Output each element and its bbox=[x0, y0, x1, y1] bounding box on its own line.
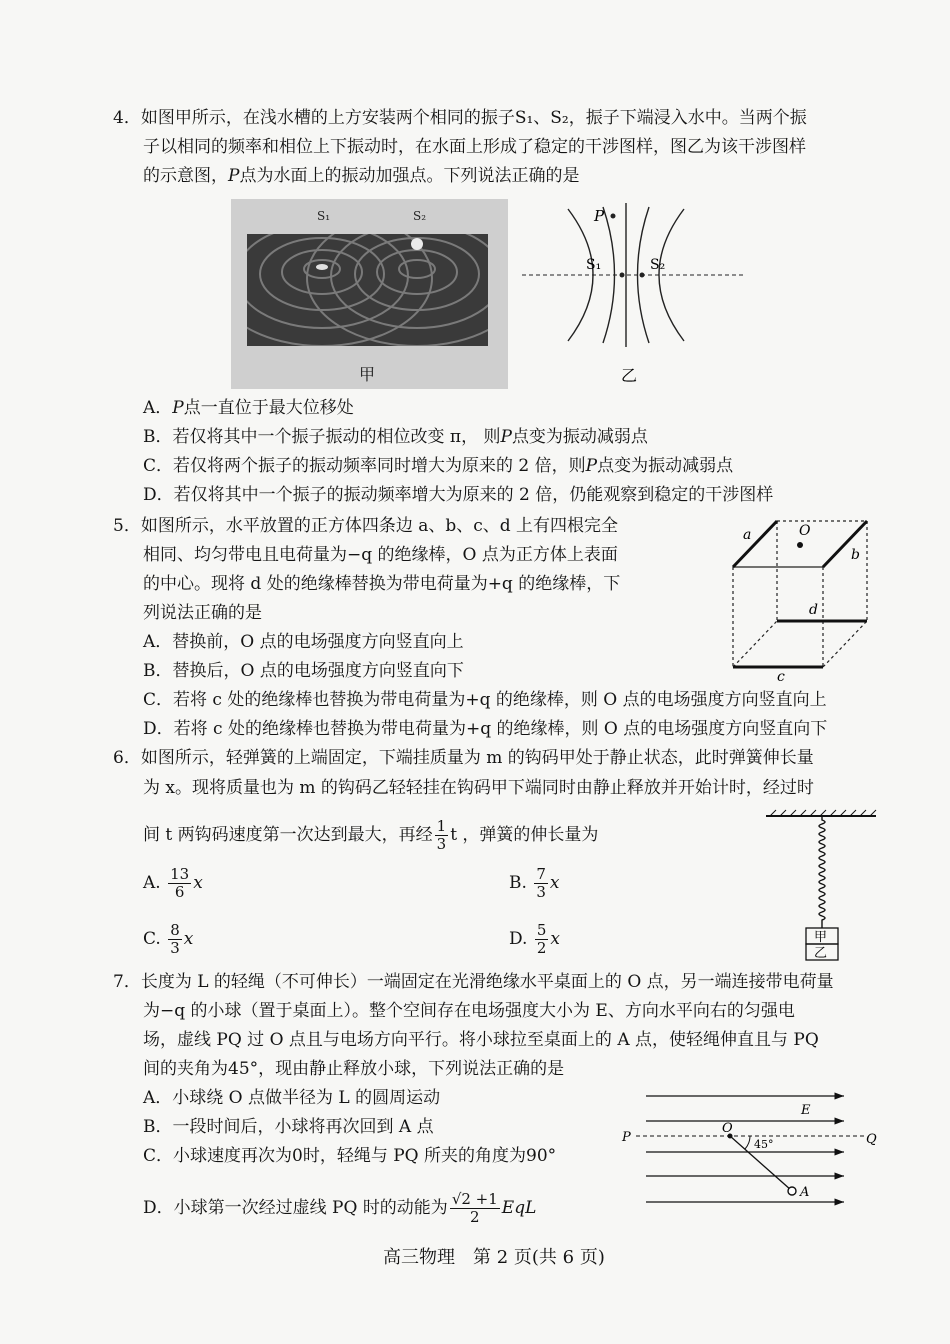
q7-option-c: C．小球速度再次为0时，轻绳与 PQ 所夹的角度为90° bbox=[143, 1146, 557, 1166]
q5-option-a: A．替换前，O 点的电场强度方向竖直向上 bbox=[143, 632, 464, 652]
q4-option-a-p: P bbox=[172, 398, 184, 418]
q6-stem-line2: 为 x。现将质量也为 m 的钩码乙轻轻挂在钩码甲下端同时由静止释放并开始计时，经过时 bbox=[143, 778, 814, 798]
q6-stem-line1: 6．如图所示，轻弹簧的上端固定，下端挂质量为 m 的钩码甲处于静止状态，此时弹簧伸长量 bbox=[113, 748, 814, 768]
q6-option-d-label: D. bbox=[509, 929, 528, 949]
q7-stem-line4: 间的夹角为45°，现由静止释放小球，下列说法正确的是 bbox=[143, 1059, 565, 1079]
q5-option-d: D．若将 c 处的绝缘棒也替换为带电荷量为+q 的绝缘棒，则 O 点的电场强度方向竖直向下 bbox=[143, 719, 828, 739]
q6-fraction bbox=[435, 818, 449, 853]
q6-option-b-frac bbox=[534, 866, 548, 901]
q6-stem-line3 bbox=[143, 818, 598, 853]
block-yi-label: 乙 bbox=[814, 946, 828, 961]
q6-option-a bbox=[143, 866, 203, 901]
cube-label-b: b bbox=[851, 547, 860, 563]
q6-stem-line3-text: 间 t 两钩码速度第一次达到最大，再经 bbox=[143, 825, 433, 845]
q6-option-b-label: B. bbox=[509, 873, 527, 893]
q7-option-a: A．小球绕 O 点做半径为 L 的圆周运动 bbox=[143, 1088, 441, 1108]
line-label-q: Q bbox=[866, 1132, 877, 1147]
q4-photo-figure bbox=[231, 199, 508, 389]
q6-option-b bbox=[509, 866, 559, 901]
photo-label-s1: S₁ bbox=[317, 209, 331, 223]
q7-option-d-eql: EqL bbox=[501, 1198, 537, 1218]
line-label-p: P bbox=[622, 1130, 631, 1145]
ripple-pattern bbox=[247, 234, 488, 346]
page-footer: 高三物理 第 2 页(共 6 页) bbox=[383, 1247, 605, 1268]
q7-stem-line2: 为−q 的小球（置于桌面上）。整个空间存在电场强度大小为 E、方向水平向右的匀强电 bbox=[143, 1001, 795, 1021]
q7-option-d-text: D．小球第一次经过虚线 PQ 时的动能为 bbox=[143, 1198, 448, 1218]
q7-stem-line3: 场，虚线 PQ 过 O 点且与电场方向平行。将小球拉至桌面上的 A 点，使轻绳伸直且与 PQ bbox=[143, 1030, 819, 1050]
block-jia-label: 甲 bbox=[814, 930, 828, 945]
q4-option-a bbox=[143, 396, 354, 420]
q5-stem-line1: 5．如图所示，水平放置的正方体四条边 a、b、c、d 上有四根完全 bbox=[113, 516, 619, 536]
q4-stem-line2: 子以相同的频率和相位上下振动时，在水面上形成了稳定的干涉图样，图乙为该干涉图样 bbox=[143, 137, 806, 157]
diagram-caption: 乙 bbox=[621, 366, 638, 385]
q4-interference-diagram bbox=[518, 199, 750, 389]
q5-stem-line3: 的中心。现将 d 处的绝缘棒替换为带电荷量为+q 的绝缘棒，下 bbox=[143, 574, 621, 594]
q4-option-b-text: B．若仅将其中一个振子振动的相位改变 π， 则 bbox=[143, 427, 501, 447]
q4-stem-line3 bbox=[143, 164, 579, 188]
q5-cube-diagram bbox=[725, 517, 875, 685]
q6-option-a-den: 6 bbox=[174, 883, 185, 901]
q6-spring-diagram bbox=[762, 808, 880, 966]
q4-option-a-text: 点一直位于最大位移处 bbox=[183, 398, 354, 418]
q4-option-d: D．若仅将其中一个振子的振动频率增大为原来的 2 倍，仍能观察到稳定的干涉图样 bbox=[143, 485, 774, 505]
q4-option-b bbox=[143, 425, 648, 449]
cube-label-o: O bbox=[799, 523, 811, 539]
q6-option-a-var: x bbox=[193, 873, 203, 893]
q7-option-d-frac bbox=[450, 1191, 500, 1226]
q7-option-b: B．一段时间后，小球将再次回到 A 点 bbox=[143, 1117, 434, 1137]
q4-stem-line3-text: 的示意图， bbox=[143, 166, 228, 186]
angle-label: 45° bbox=[754, 1138, 774, 1151]
diagram-label-s1: S₁ bbox=[586, 257, 602, 273]
cube-label-c: c bbox=[777, 669, 785, 685]
point-label-a: A bbox=[800, 1185, 810, 1200]
q4-option-c-tail: 点变为振动减弱点 bbox=[597, 456, 734, 476]
q6-stem-line3-tail: t ，弹簧的伸长量为 bbox=[450, 825, 599, 845]
q4-option-c bbox=[143, 454, 733, 478]
q6-option-b-den: 3 bbox=[536, 883, 546, 901]
photo-label-s2: S₂ bbox=[413, 209, 427, 223]
diagram-label-p: P bbox=[594, 207, 605, 225]
q5-option-b: B．替换后，O 点的电场强度方向竖直向下 bbox=[143, 661, 464, 681]
cube-label-d: d bbox=[809, 602, 818, 618]
q4-option-a-label: A． bbox=[143, 398, 173, 418]
diagram-label-s2: S₂ bbox=[650, 257, 666, 273]
q4-option-b-tail: 点变为振动减弱点 bbox=[511, 427, 648, 447]
q6-option-c-var: x bbox=[183, 929, 194, 949]
q5-stem-line2: 相同、均匀带电且电荷量为−q 的绝缘棒，O 点为正方体上表面 bbox=[143, 545, 618, 565]
q6-option-d-num: 5 bbox=[536, 921, 547, 939]
q6-fraction-num: 1 bbox=[436, 817, 447, 835]
cube-label-a: a bbox=[743, 527, 752, 543]
q4-point-p: P bbox=[228, 166, 240, 186]
q6-option-d bbox=[509, 922, 560, 957]
q7-option-d bbox=[143, 1191, 536, 1226]
field-label-e: E bbox=[801, 1103, 811, 1118]
q6-option-b-num: 7 bbox=[536, 865, 546, 883]
q6-fraction-den: 3 bbox=[436, 835, 447, 853]
q6-option-b-var: x bbox=[549, 873, 560, 893]
water-ripple-photo bbox=[247, 234, 488, 346]
q4-option-c-text: C．若仅将两个振子的振动频率同时增大为原来的 2 倍，则 bbox=[143, 456, 586, 476]
q6-option-a-label: A. bbox=[143, 873, 161, 893]
q7-stem-line1: 7．长度为 L 的轻绳（不可伸长）一端固定在光滑绝缘水平桌面上的 O 点，另一端连接带电荷量 bbox=[113, 972, 834, 992]
q7-field-diagram bbox=[616, 1084, 878, 1214]
q6-option-d-frac bbox=[535, 922, 549, 957]
q4-option-c-p: P bbox=[585, 456, 598, 476]
q7-option-d-num: √2 +1 bbox=[451, 1190, 498, 1208]
photo-caption: 甲 bbox=[359, 365, 376, 384]
q5-stem-line4: 列说法正确的是 bbox=[143, 603, 262, 623]
q6-option-d-den: 2 bbox=[536, 939, 547, 957]
q4-stem-line1: 4．如图甲所示，在浅水槽的上方安装两个相同的振子S₁、S₂，振子下端浸入水中。当两个振 bbox=[113, 108, 807, 128]
q6-option-c-label: C. bbox=[143, 929, 161, 949]
q7-option-d-den: 2 bbox=[470, 1208, 480, 1226]
q6-option-c-den: 3 bbox=[170, 939, 180, 957]
q6-option-a-frac bbox=[168, 866, 191, 901]
q6-option-d-var: x bbox=[550, 929, 560, 949]
q6-option-c-frac bbox=[168, 922, 182, 957]
q6-option-c bbox=[143, 922, 193, 957]
q5-option-c: C．若将 c 处的绝缘棒也替换为带电荷量为+q 的绝缘棒，则 O 点的电场强度方向竖直向上 bbox=[143, 690, 827, 710]
q6-option-a-num: 13 bbox=[170, 865, 190, 883]
q4-option-b-p: P bbox=[500, 427, 512, 447]
q4-stem-line3-tail: 点为水面上的振动加强点。下列说法正确的是 bbox=[239, 166, 580, 186]
point-label-o: O bbox=[722, 1121, 733, 1136]
q6-option-c-num: 8 bbox=[170, 921, 180, 939]
